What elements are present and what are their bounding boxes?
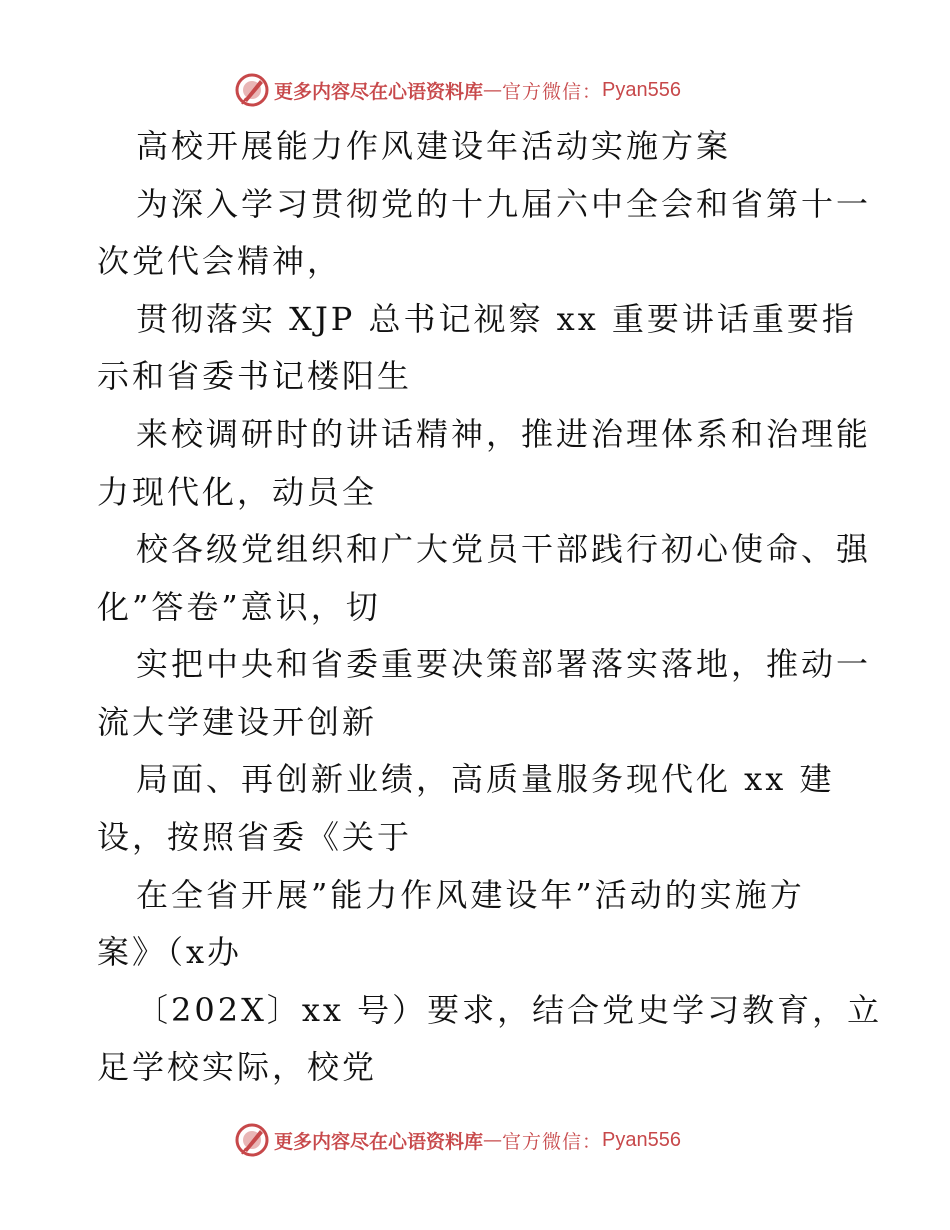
banner-official-wechat: 官方微信： (502, 80, 603, 103)
text-line: 足学校实际，校党 (97, 1048, 378, 1086)
banner-tagline: 更多内容尽在心语资料库 (274, 80, 484, 103)
text-line: 力现代化，动员全 (97, 473, 378, 511)
text-line: 流大学建设开创新 (97, 703, 378, 741)
text-line: 案》（x办 (97, 933, 243, 971)
banner-wechat-id: Pyan556 (602, 78, 681, 101)
document-title: 高校开展能力作风建设年活动实施方案 (136, 127, 732, 165)
text-line: 示和省委书记楼阳生 (97, 357, 413, 395)
text-line: 设，按照省委《关于 (97, 818, 413, 856)
banner-dash: — (483, 1129, 503, 1151)
quill-logo-icon (234, 1122, 270, 1158)
text-line: 来校调研时的讲话精神，推进治理体系和治理能 (136, 415, 872, 453)
text-line: 〔202X〕xx 号）要求，结合党史学习教育，立 (136, 991, 883, 1029)
quill-logo-icon (234, 72, 270, 108)
text-line: 次党代会精神， (97, 242, 343, 280)
banner-dash: — (483, 79, 503, 101)
text-line: 贯彻落实 XJP 总书记视察 xx 重要讲话重要指 (136, 300, 857, 338)
text-line: 为深入学习贯彻党的十九届六中全会和省第十一 (136, 185, 872, 223)
text-line: 化”答卷”意识，切 (97, 588, 381, 626)
text-line: 实把中央和省委重要决策部署落实落地，推动一 (136, 645, 872, 683)
banner-official-wechat: 官方微信： (502, 1130, 603, 1153)
footer-banner (234, 1120, 681, 1160)
text-line: 校各级党组织和广大党员干部践行初心使命、强 (136, 530, 872, 568)
banner-tagline: 更多内容尽在心语资料库 (274, 1130, 484, 1153)
banner-wechat-id: Pyan556 (602, 1128, 681, 1151)
header-banner (234, 70, 681, 110)
text-line: 在全省开展”能力作风建设年”活动的实施方 (136, 876, 805, 914)
text-line: 局面、再创新业绩，高质量服务现代化 xx 建 (136, 760, 835, 798)
